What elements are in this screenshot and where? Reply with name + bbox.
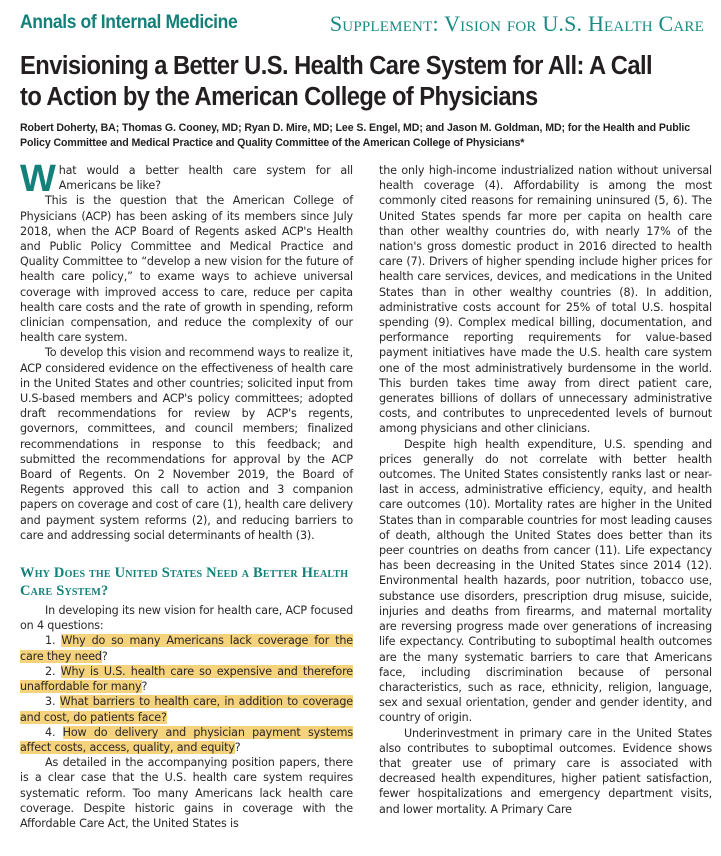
highlighted-question[interactable]: What barriers to health care, in addition to coverage and cost, do patients face? bbox=[20, 695, 353, 724]
question-mark: ? bbox=[141, 680, 148, 694]
paragraph: This is the question that the American College of Physicians (ACP) has been asking of its members since July 2018, when the ACP Board of Regents asked ACP's Health and Public Policy Committee and Medical Practice and Quality Committee to “develop a new vision for the future of health care policy,” to exame ways to achieve universal coverage with improved access to care, reduce per capita health care costs and the rate of growth in spending, reform clinician compensation, and reduce the complexity of our health care system. bbox=[20, 194, 353, 345]
question-number: 3. bbox=[45, 695, 56, 709]
paragraph: Despite high health expenditure, U.S. spending and prices generally do not correlate with better health outcomes. The United States consistently ranks last or near-last in access, administrative efficiency, equity, and health care outcomes (10). Mortality rates are higher in the United States than in comparable countries for most leading causes of death, although the United States does better than its peer countries on deaths from cancer (11). Life expectancy has been decreasing in the United States since 2014 (12). Environmental health hazards, poor nutrition, tobacco use, substance use disorders, prescription drug misuse, suicide, injuries and deaths from firearms, and maternal mortality are reversing progress made over generations of increasing life expectancy. Contributing to suboptimal health outcomes are the many systematic barriers to care that Americans face, including discrimination because of personal characteristics, such as race, ethnicity, religion, language, sex and sexual orientation, gender and gender identity, and country of origin. bbox=[379, 437, 712, 725]
left-column bbox=[20, 158, 353, 831]
question-item bbox=[20, 725, 353, 755]
paragraph: Underinvestment in primary care in the United States also contributes to suboptimal outcomes. Evidence shows that greater use of primary care is associated with decreased health expenditures, higher patient satisfaction, fewer hospitalizations and emergency department visits, and lower mortality. A Primary Care bbox=[379, 726, 712, 816]
question-mark: ? bbox=[101, 649, 108, 663]
section-heading: Why Does the United States Need a Better Health Care System? bbox=[20, 565, 349, 600]
drop-cap: W bbox=[20, 158, 56, 200]
intro-paragraph bbox=[20, 158, 353, 200]
question-number: 4. bbox=[45, 725, 56, 739]
question-number: 2. bbox=[45, 664, 56, 678]
question-item bbox=[20, 664, 353, 694]
highlighted-question[interactable]: Why is U.S. health care so expensive and therefore unaffordable for many bbox=[20, 664, 353, 694]
article-authors: Robert Doherty, BA; Thomas G. Cooney, MD; Ryan D. Mire, MD; Lee S. Engel, MD; and Jason M. Goldman, MD; for the Health and Public Policy Committee and Medical Practice and Quality Committee of the American College of Physicians* bbox=[20, 122, 691, 149]
paragraph: As detailed in the accompanying position papers, there is a clear case that the U.S. health care system requires systematic reform. Too many Americans lack health care coverage. Despite historic gains in coverage with the Affordable Care Act, the United States is bbox=[20, 756, 353, 830]
paragraph: In developing its new vision for health care, ACP focused on 4 questions: bbox=[20, 604, 353, 633]
supplement-label: Supplement: Vision for U.S. Health Care bbox=[329, 11, 704, 36]
highlighted-question[interactable]: Why do so many Americans lack coverage for the care they need bbox=[20, 634, 353, 663]
journal-name: Annals of Internal Medicine bbox=[20, 12, 238, 33]
question-mark: ? bbox=[234, 740, 241, 754]
intro-text: hat would a better health care system for all Americans be like? bbox=[58, 164, 353, 193]
article-title: Envisioning a Better U.S. Health Care System for All: A Call to Action by the American College of Physicians bbox=[20, 52, 653, 111]
paragraph: To develop this vision and recommend ways to realize it, ACP considered evidence on the effectiveness of health care in the United States and other countries; solicited input from U.S-based members and ACP's policy committees; adopted draft recommendations for review by ACP's regents, governors, committees, and council members; finalized recommendations in response to this feedback; and submitted the recommendations for approval by the ACP Board of Regents. On 2 November 2019, the Board of Regents approved this call to action and 3 companion papers on coverage and cost of care (1), health care delivery and payment system reforms (2), and reducing barriers to care and addressing social determinants of health (3). bbox=[20, 346, 353, 542]
right-column bbox=[379, 163, 712, 817]
paragraph: the only high-income industrialized nation without universal health coverage (4). Affordability is among the most commonly cited reasons for remaining uninsured (5, 6). The United States spends far more per capita on health care than other wealthy countries do, with nearly 17% of the nation's gross domestic product in 2016 directed to health care (7). Drivers of higher spending include higher prices for health care services, devices, and medications in the United States than in other wealthy countries (8). In addition, administrative costs account for 25% of total U.S. hospital spending (9). Complex medical billing, documentation, and performance reporting requirements for value-based payment initiatives have made the U.S. health care system one of the most administratively burdensome in the world. This burden takes time away from direct patient care, generates billions of dollars of unnecessary administrative costs, and contributes to unprecedented levels of burnout among physicians and other clinicians. bbox=[379, 164, 712, 436]
question-number: 1. bbox=[45, 634, 56, 648]
highlighted-question[interactable]: How do delivery and physician payment systems affect costs, access, quality, and equity bbox=[20, 725, 353, 754]
question-item bbox=[20, 694, 353, 724]
page-header bbox=[20, 12, 704, 42]
question-item bbox=[20, 633, 353, 663]
